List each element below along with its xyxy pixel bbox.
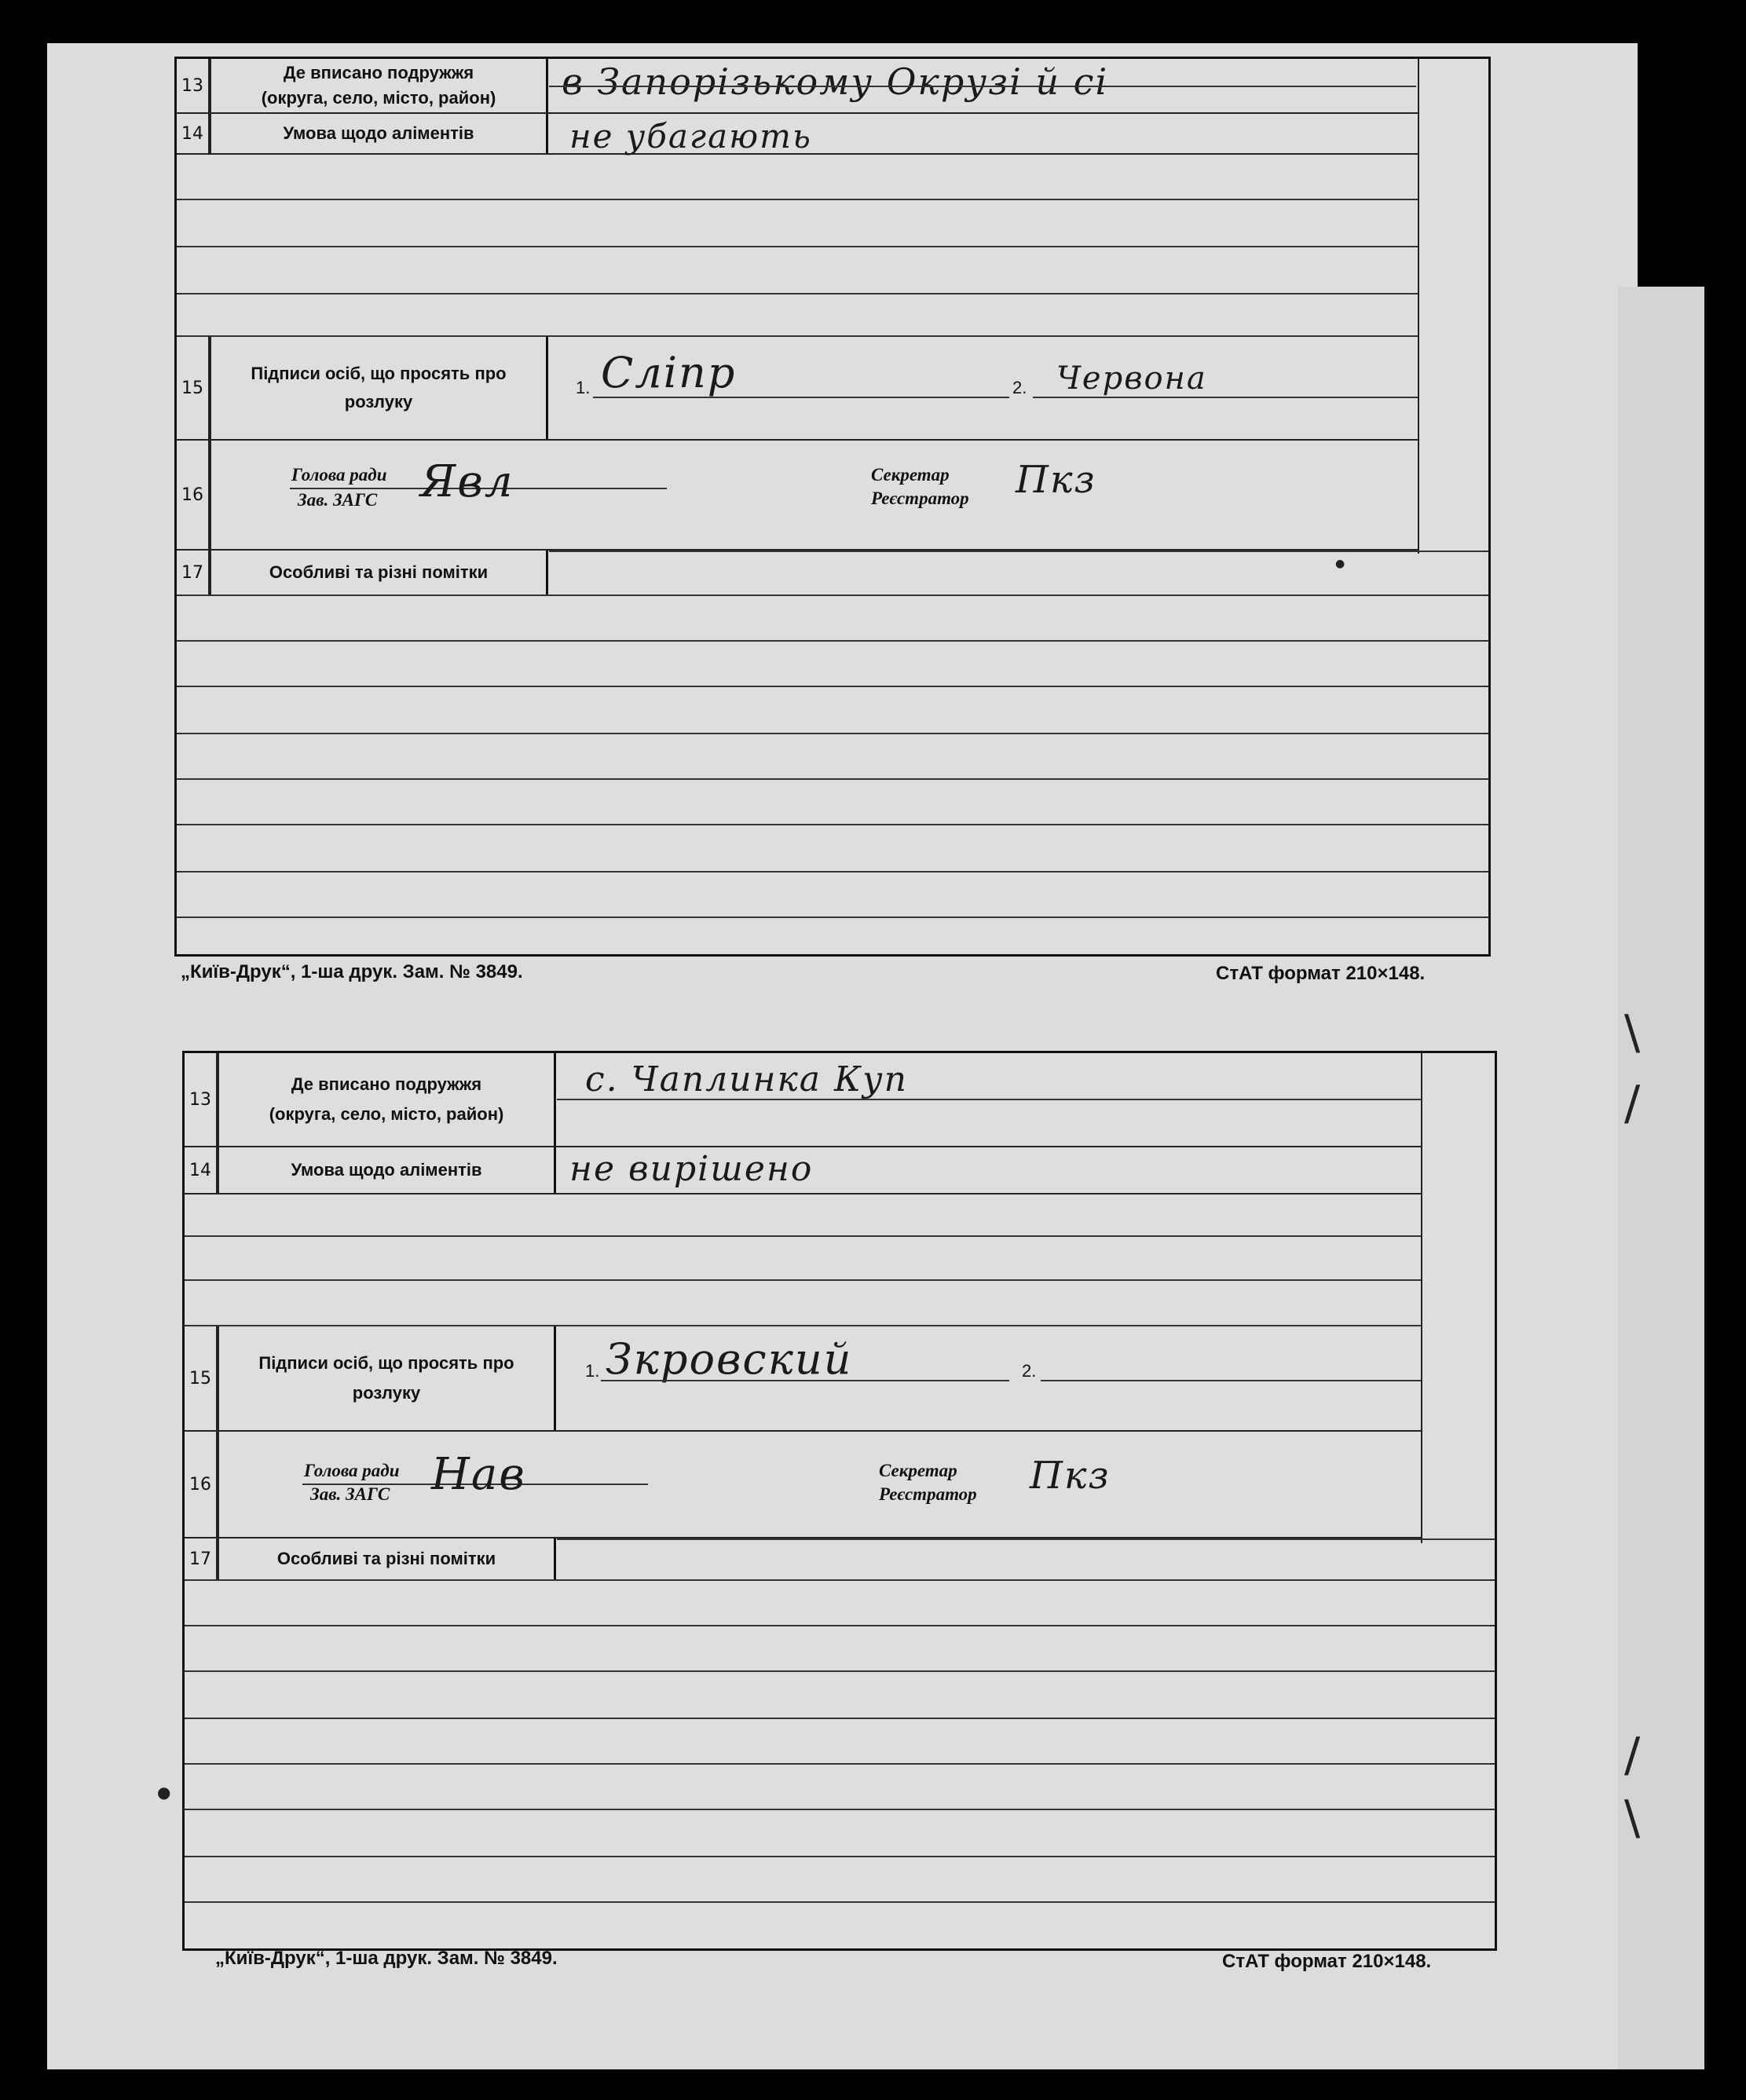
row-label [210,337,548,439]
secretary-label-line2: Реєстратор [879,1484,977,1504]
head-signature: Явл [420,456,514,507]
rule [185,1670,1495,1672]
row-label [210,59,548,112]
rule [557,1099,1421,1100]
rule [177,916,1488,918]
rule [185,1625,1495,1626]
row-number: 16 [185,1432,218,1537]
handwritten-value: не убагають [569,117,812,155]
row-label-line1: Де вписано подружжя [291,1074,482,1094]
row-16 [185,1432,1421,1538]
binding-mark: \ [1624,1005,1641,1060]
head-label-line1: Голова ради [304,1461,400,1480]
row-label: Умова щодо аліментів [218,1147,556,1193]
row-14 [185,1147,1421,1195]
signature-1-line [601,1380,1009,1381]
binding-mark: / [1624,1076,1641,1131]
right-margin-line [1421,1053,1422,1543]
signature-2: Червона [1056,360,1207,397]
row-number: 13 [177,59,210,112]
row-15 [177,337,1418,441]
head-label-line1: Голова ради [291,465,387,485]
row-label-line2: (округа, село, місто, район) [269,1104,504,1124]
row-label [218,1053,556,1146]
handwritten-value: не вирішено [569,1149,814,1189]
handwritten-value: с. Чаплинка Куп [585,1059,908,1099]
signature-1: Зкровский [606,1334,853,1384]
secretary-label-line1: Секретар [879,1461,957,1480]
form-bottom [182,1051,1497,1951]
footer-format: СтАТ формат 210×148. [1222,1951,1432,1972]
dot-mark: ● [1335,558,1345,570]
head-label-line2: Зав. ЗАГС [298,490,378,510]
rule [185,1235,1421,1237]
rule [185,1809,1495,1810]
secretary-signature: Пкз [1030,1454,1111,1498]
row-number: 16 [177,441,210,549]
rule [549,86,1416,87]
rule [185,1856,1495,1857]
rule [177,733,1488,734]
right-margin-line [1418,59,1419,554]
rule [177,824,1488,825]
rule [177,871,1488,873]
rule [185,1901,1495,1903]
rule [177,778,1488,780]
signature-2-prefix: 2. [1022,1361,1037,1381]
rule [185,1763,1495,1765]
binding-mark: \ [1624,1791,1641,1846]
row-number: 17 [185,1538,218,1579]
signature-1-prefix: 1. [585,1361,600,1381]
dot-mark: ● [157,1783,171,1802]
row-16 [177,441,1418,551]
row-14 [177,114,1418,155]
row-label-line1: Підписи осіб, що просять про [258,1353,514,1373]
secretary-signature: Пкз [1016,458,1096,502]
row-17 [185,1538,1495,1579]
head-label-line2: Зав. ЗАГС [310,1484,390,1504]
row-number: 14 [185,1147,218,1193]
row-number: 15 [185,1326,218,1430]
rule [185,1718,1495,1719]
row-15 [185,1326,1421,1432]
rule [177,595,1488,596]
secretary-label-line2: Реєстратор [871,488,969,508]
signature-2-line [1041,1380,1421,1381]
row-label-line2: розлуку [344,392,413,412]
rule [177,199,1418,200]
row-label: Умова щодо аліментів [210,114,548,153]
row-label-line1: Де вписано подружжя [283,63,474,82]
signature-1: Сліпр [601,348,737,397]
row-label-line1: Підписи осіб, що просять про [251,364,507,383]
handwritten-value: в Запорізькому Окрузі й сі [562,60,1109,103]
rule [557,1538,1495,1540]
row-label: Особливі та різні помітки [218,1538,556,1579]
row-label-line2: розлуку [352,1383,421,1403]
row-number: 17 [177,551,210,595]
footer-printer: „Київ-Друк“, 1-ша друк. Зам. № 3849. [215,1948,558,1969]
footer-format: СтАТ формат 210×148. [1216,963,1426,984]
footer-printer: „Київ-Друк“, 1-ша друк. Зам. № 3849. [181,961,523,982]
rule [185,1579,1495,1581]
signature-1-line [593,397,1009,398]
secretary-label-line1: Секретар [871,465,950,485]
row-label [218,1326,556,1430]
rule [177,686,1488,687]
signature-2-prefix: 2. [1012,378,1027,397]
column-line [218,1432,219,1537]
signature-1-prefix: 1. [576,378,591,397]
binding-mark: / [1624,1728,1641,1783]
rule [185,1279,1421,1281]
signature-2-line [1033,397,1418,398]
head-signature: Нав [431,1449,526,1500]
row-label-line2: (округа, село, місто, район) [261,88,496,108]
row-number: 13 [185,1053,218,1146]
row-17 [177,551,1488,595]
rule [177,246,1418,247]
column-line [210,441,211,549]
row-number: 14 [177,114,210,153]
row-label: Особливі та різні помітки [210,551,548,595]
row-number: 15 [177,337,210,439]
row-13 [185,1053,1421,1147]
form-top [174,57,1491,957]
rule [177,293,1418,295]
rule [549,551,1488,552]
rule [177,640,1488,642]
